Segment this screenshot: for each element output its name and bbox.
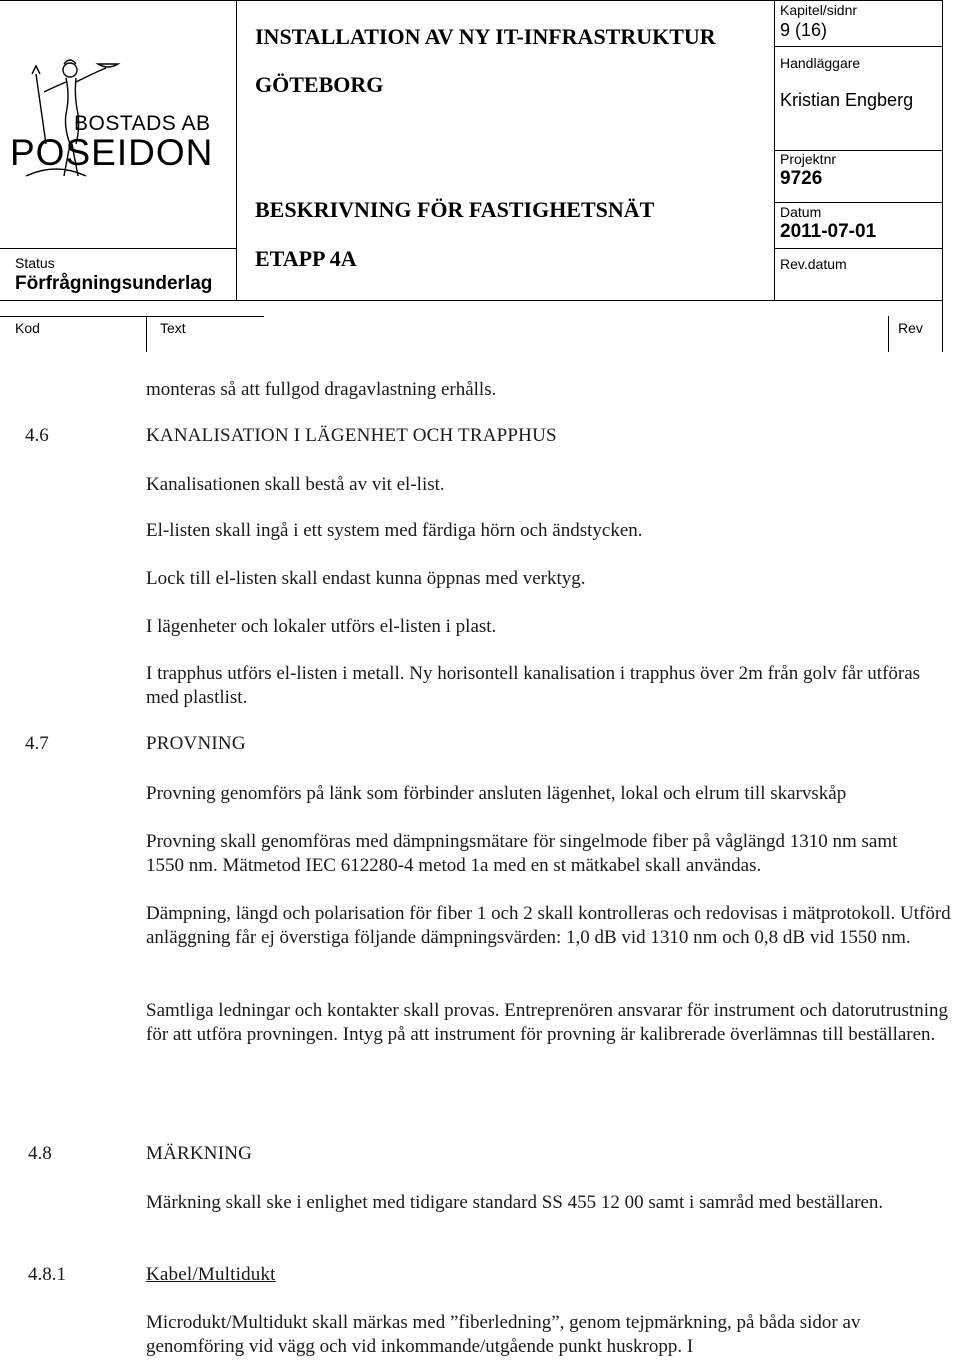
meta-divider-3 <box>774 202 942 203</box>
status-divider <box>0 248 236 249</box>
column-row-top <box>0 300 942 301</box>
header-divider-logo <box>236 0 237 300</box>
section-4-7-title: PROVNING <box>146 733 246 754</box>
title-line-4: ETAPP 4A <box>255 246 357 271</box>
handler-value: Kristian Engberg <box>780 90 914 110</box>
column-header-text: Text <box>160 320 186 336</box>
s47-para-4: Samtliga ledningar och kontakter skall provas. Entreprenören ansvarar för instrument och datorutrustning för att utföra provningen. Intyg på att instrument för provning är kalibrerade överlämnas till beställaren. <box>146 1000 948 1045</box>
s46-line-4: I lägenheter och lokaler utförs el-listen i plast. <box>146 616 497 637</box>
s48-para: Märkning skall ske i enlighet med tidigare standard SS 455 12 00 samt i samråd med beställaren. <box>146 1192 884 1213</box>
date-value: 2011-07-01 <box>780 221 877 242</box>
header-border-right <box>942 0 943 352</box>
title-line-1: INSTALLATION AV NY IT-INFRASTRUKTUR <box>255 24 716 49</box>
body-line-top: monteras så att fullgod dragavlastning erhålls. <box>146 379 497 400</box>
date-label: Datum <box>780 204 822 220</box>
section-4-8-title: MÄRKNING <box>146 1143 253 1164</box>
s481-para: Microdukt/Multidukt skall märkas med ”fiberledning”, genom tejpmärkning, på båda sidor av genomföring vid vägg och vid inkommande/utgående punkt huskropp. I <box>146 1312 861 1357</box>
project-label: Projektnr <box>780 151 837 167</box>
header-border-top <box>0 0 942 1</box>
s46-line-2: El-listen skall ingå i ett system med färdiga hörn och ändstycken. <box>146 520 643 541</box>
chapter-value: 9 (16) <box>780 20 828 40</box>
column-header-rev: Rev <box>898 320 923 336</box>
logo-brand: POSEIDON <box>10 132 214 173</box>
column-row-mid-left <box>0 316 264 317</box>
section-4-7-number: 4.7 <box>25 733 49 754</box>
section-4-6-number: 4.6 <box>25 425 49 446</box>
status-value: Förfrågningsunderlag <box>15 273 213 294</box>
handler-label: Handläggare <box>780 55 861 71</box>
column-header-kod: Kod <box>15 320 40 336</box>
s47-para-1: Provning genomförs på länk som förbinder ansluten lägenhet, lokal och elrum till skarvskåp <box>146 783 847 804</box>
column-divider-rev <box>888 316 889 352</box>
revdate-label: Rev.datum <box>780 256 847 272</box>
company-logo <box>6 44 230 184</box>
status-label: Status <box>15 255 55 271</box>
column-divider-kod <box>146 316 147 352</box>
s47-para-3: Dämpning, längd och polarisation för fiber 1 och 2 skall kontrolleras och redovisas i mätprotokoll. Utförd anläggning får ej överstiga följande dämpningsvärden: 1,0 dB vid 1310 nm och 0,8 dB vid 1550 nm. <box>146 903 951 948</box>
meta-divider-4 <box>774 248 942 249</box>
s46-line-1: Kanalisationen skall bestå av vit el-list. <box>146 474 445 495</box>
section-4-8-1-title: Kabel/Multidukt <box>146 1264 276 1285</box>
chapter-label: Kapitel/sidnr <box>780 2 858 18</box>
s46-line-3: Lock till el-listen skall endast kunna öppnas med verktyg. <box>146 568 586 589</box>
meta-divider-1 <box>774 46 942 47</box>
section-4-8-number: 4.8 <box>28 1143 52 1164</box>
title-line-2: GÖTEBORG <box>255 72 384 97</box>
section-4-6-title: KANALISATION I LÄGENHET OCH TRAPPHUS <box>146 425 557 446</box>
title-line-3: BESKRIVNING FÖR FASTIGHETSNÄT <box>255 197 655 222</box>
section-4-8-1-number: 4.8.1 <box>28 1264 66 1285</box>
s47-para-2: Provning skall genomföras med dämpningsmätare för singelmode fiber på våglängd 1310 nm samt 1550 nm. Mätmetod IEC 612280-4 metod 1a med en st mätkabel skall användas. <box>146 831 898 876</box>
logo-company-line: BOSTADS AB <box>74 112 211 135</box>
project-value: 9726 <box>780 168 823 189</box>
s46-line-5: I trapphus utförs el-listen i metall. Ny horisontell kanalisation i trapphus över 2m från golv får utföras med plastlist. <box>146 663 921 708</box>
